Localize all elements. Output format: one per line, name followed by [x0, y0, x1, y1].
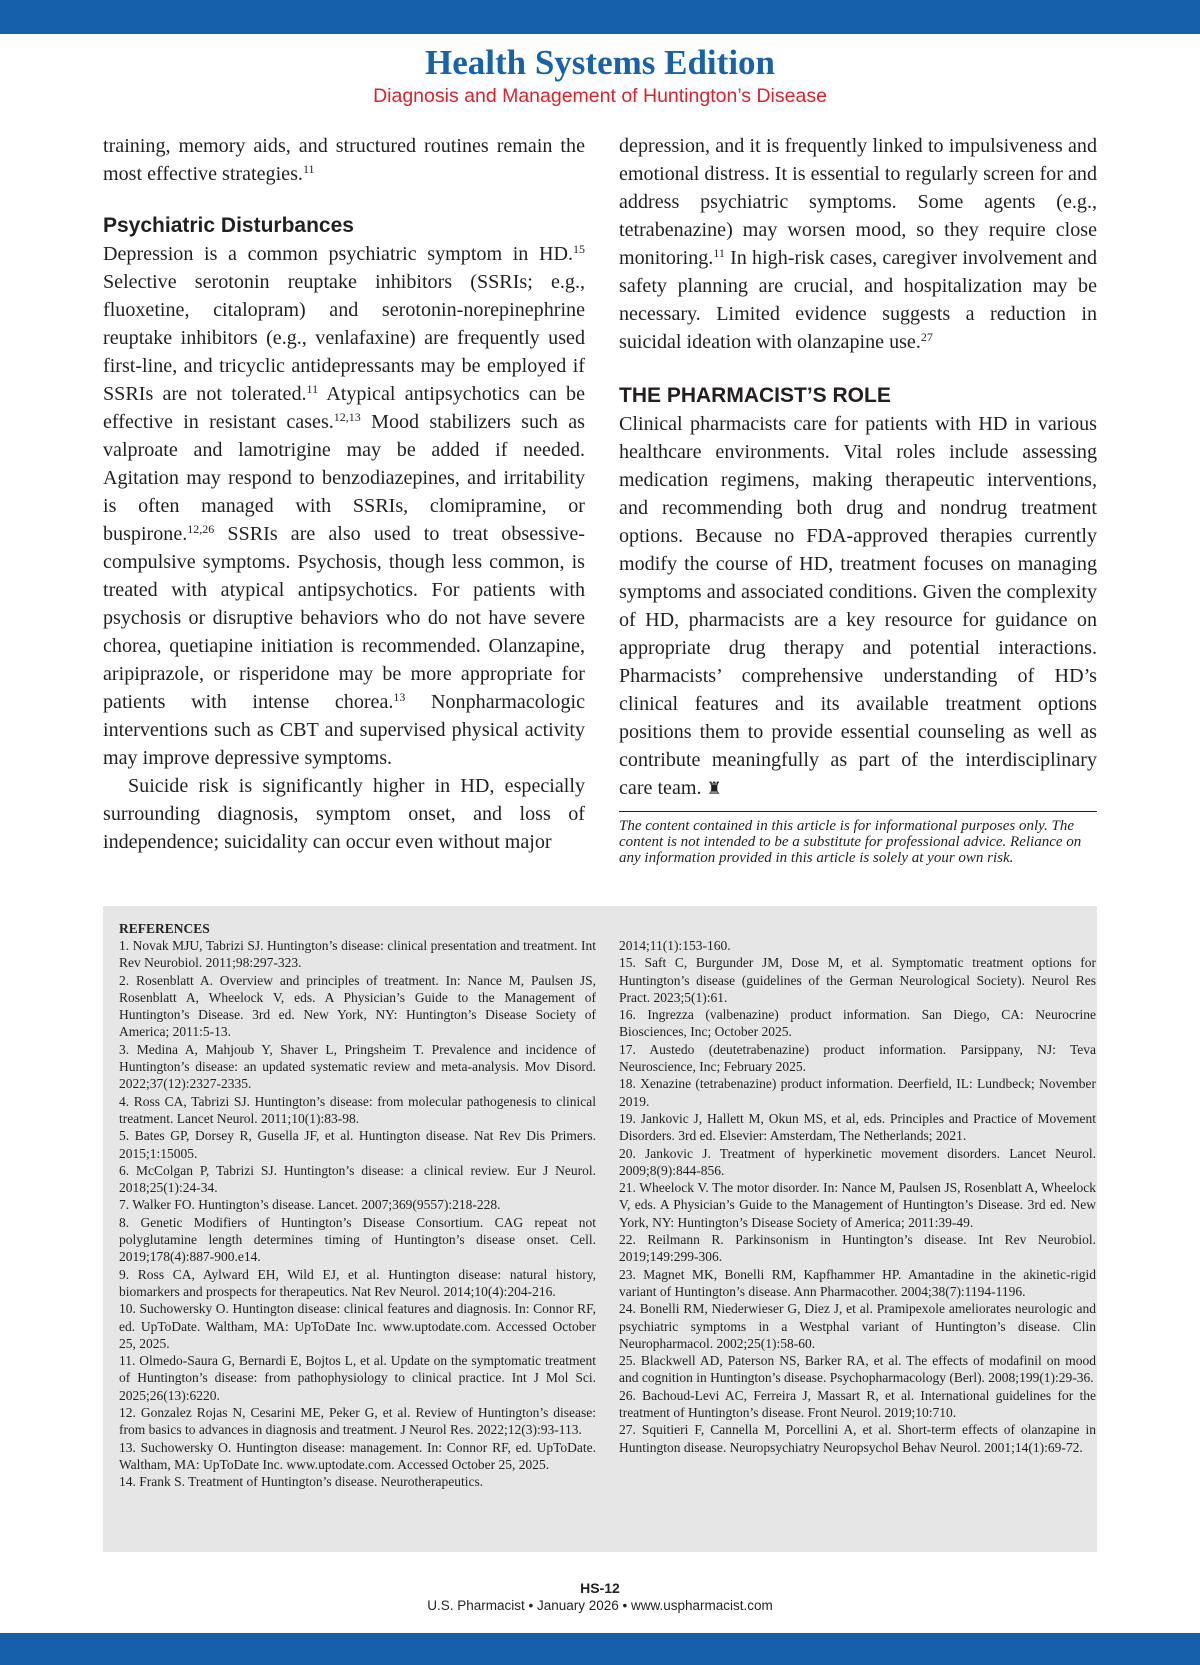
publication-line: U.S. Pharmacist • January 2026 • www.uspharmacist.com [427, 1598, 773, 1613]
reference-item: 21. Wheelock V. The motor disorder. In: Nance M, Paulsen JS, Rosenblatt A, Wheelock V, eds. A Physician’s Guide to the Management of Huntington’s Disease. 3rd ed. New York, NY: Huntington’s Disease Society of America; 2011:39-49. [619, 1180, 1096, 1230]
reference-item: 11. Olmedo-Saura G, Bernardi E, Bojtos L, et al. Update on the symptomatic treatment of Huntington’s disease: from pathophysiology to clinical practice. Int J Mol Sci. 2025;26(13):6220. [119, 1353, 596, 1403]
references-right-column [619, 937, 1096, 1456]
disclaimer: The content contained in this article is for informational purposes only. The content is not intended to be a substitute for professional advice. Reliance on any information provided in this article is solely at your own risk. [619, 811, 1097, 866]
right-column [619, 132, 1097, 881]
reference-item: 8. Genetic Modifiers of Huntington’s Disease Consortium. CAG repeat not polyglutamine length determines timing of Huntington’s disease onset. Cell. 2019;178(4):887-900.e14. [119, 1214, 596, 1265]
reference-item: 2. Rosenblatt A. Overview and principles of treatment. In: Nance M, Paulsen JS, Rosenblatt A, Wheelock V, eds. A Physician’s Guide to the Management of Huntington’s Disease. 3rd ed. New York, NY: Huntington’s Disease Society of America; 2011:5-13. [119, 972, 596, 1040]
text-run: depression, and it is frequently linked to impulsiveness and emotional distress. It is essential to regularly screen for and address psychiatric symptoms. Some agents (e.g., tetrabenazine) may worsen mood, so they require close monitoring. [619, 135, 1097, 269]
reference-item: 27. Squitieri F, Cannella M, Porcellini A, et al. Short-term effects of olanzapine in Huntington disease. Neuropsychiatry Neuropsychol Behav Neurol. 2001;14(1):69-72. [619, 1422, 1096, 1455]
text-run: Atypical antipsychotics can be effective in resistant cases. [103, 383, 586, 433]
left-column [103, 132, 585, 856]
article-subtitle: Diagnosis and Management of Huntington’s Disease [373, 85, 827, 107]
pharmacist-role-paragraph [619, 410, 1097, 803]
reference-item: 20. Jankovic J. Treatment of hyperkinetic movement disorders. Lancet Neurol. 2009;8(9):844-856. [619, 1145, 1096, 1178]
reference-item: 10. Suchowersky O. Huntington disease: clinical features and diagnosis. In: Connor RF, ed. UpToDate. Waltham, MA: UpToDate Inc. www.uptodate.com. Accessed October 25, 2025. [119, 1301, 596, 1351]
citation: 11 [713, 246, 725, 260]
references-left-column [119, 920, 596, 1491]
citation: 11 [306, 382, 319, 396]
citation: 11 [302, 162, 315, 176]
intro-paragraph [103, 132, 585, 188]
bottom-color-band [0, 1633, 1200, 1665]
reference-item: 26. Bachoud-Levi AC, Ferreira J, Massart R, et al. International guidelines for the treatment of Huntington’s disease. Front Neurol. 2019;10:710. [619, 1387, 1096, 1421]
reference-item: 24. Bonelli RM, Niederwieser G, Diez J, et al. Pramipexole ameliorates neurologic and psychiatric symptoms in a Westphal variant of Huntington’s disease. Clin Neuropharmacol. 2002;25(1):58-60. [619, 1301, 1096, 1351]
text-run: Mood stabilizers such as valproate and lamotrigine may be added if needed. Agitation may respond to benzodiazepines, and irritability is often managed with SSRIs, clomipramine, or buspirone. [103, 411, 585, 545]
reference-item: 7. Walker FO. Huntington’s disease. Lancet. 2007;369(9557):218-228. [119, 1197, 501, 1213]
reference-item: 17. Austedo (deutetrabenazine) product information. Parsippany, NJ: Teva Neuroscience, Inc; February 2025. [619, 1041, 1096, 1075]
reference-item: 2014;11(1):153-160. [619, 938, 731, 953]
reference-item: 19. Jankovic J, Hallett M, Okun MS, et al, eds. Principles and Practice of Movement Disorders. 3rd ed. Elsevier: Amsterdam, The Netherlands; 2021. [619, 1110, 1096, 1144]
citation: 12,26 [187, 522, 215, 536]
reference-item: 23. Magnet MK, Bonelli RM, Kapfhammer HP. Amantadine in the akinetic-rigid variant of Huntington’s disease. Ann Pharmacother. 2004;38(7):1194-1196. [619, 1266, 1096, 1299]
reference-item: 18. Xenazine (tetrabenazine) product information. Deerfield, IL: Lundbeck; November 2019. [619, 1076, 1096, 1109]
top-color-band [0, 0, 1200, 34]
text-run: In high-risk cases, caregiver involvement and safety planning are crucial, and hospitalization may be necessary. Limited evidence suggests a reduction in suicidal ideation with olanzapine use. [619, 247, 1097, 353]
reference-item: 6. McColgan P, Tabrizi SJ. Huntington’s disease: a clinical review. Eur J Neurol. 2018;25(1):24-34. [119, 1162, 596, 1196]
reference-item: 16. Ingrezza (valbenazine) product information. San Diego, CA: Neurocrine Biosciences, Inc; October 2025. [619, 1007, 1096, 1040]
reference-item: 25. Blackwell AD, Paterson NS, Barker RA, et al. The effects of modafinil on mood and cognition in Huntington’s disease. Psychopharmacology (Berl). 2008;199(1):29-36. [619, 1353, 1096, 1386]
text-run: SSRIs are also used to treat obsessive-compulsive symptoms. Psychosis, though less common, is treated with atypical antipsychotics. For patients with psychosis or disruptive behaviors who do not have severe chorea, quetiapine initiation is recommended. Olanzapine, aripiprazole, or risperidone may be more appropriate for patients with intense chorea. [103, 523, 585, 713]
end-mark-icon: ♜ [706, 779, 722, 798]
references-box [103, 906, 1097, 1552]
section-heading-psychiatric: Psychiatric Disturbances [103, 214, 354, 237]
edition-title: Health Systems Edition [424, 43, 776, 82]
reference-item: 22. Reilmann R. Parkinsonism in Huntington’s disease. Int Rev Neurobiol. 2019;149:299-306. [619, 1232, 1096, 1265]
reference-item: 9. Ross CA, Aylward EH, Wild EJ, et al. Huntington disease: natural history, biomarkers and prospects for therapeutics. Nat Rev Neurol. 2014;10(4):204-216. [119, 1266, 596, 1299]
page-footer [0, 1579, 1200, 1615]
text-run: Nonpharmacologic interventions such as CBT and supervised physical activity may improve depressive symptoms. [103, 691, 585, 769]
suicide-risk-paragraph: Suicide risk is significantly higher in HD, especially surrounding diagnosis, symptom onset, and loss of independence; suicidality can occur even without major [103, 775, 585, 853]
reference-item: 4. Ross CA, Tabrizi SJ. Huntington’s disease: from molecular pathogenesis to clinical treatment. Lancet Neurol. 2011;10(1):83-98. [119, 1093, 596, 1126]
reference-item: 5. Bates GP, Dorsey R, Gusella JF, et al. Huntington disease. Nat Rev Dis Primers. 2015;1:15005. [119, 1128, 596, 1161]
citation: 15 [573, 242, 585, 256]
page-number: HS-12 [580, 1580, 620, 1596]
citation: 13 [393, 690, 406, 704]
continued-paragraph [619, 132, 1097, 356]
reference-item: 3. Medina A, Mahjoub Y, Shaver L, Pringsheim T. Prevalence and incidence of Huntington’s disease: an updated systematic review and meta-analysis. Mov Disord. 2022;37(12):2327-2335. [119, 1041, 596, 1092]
masthead [0, 42, 1200, 108]
citation: 27 [920, 330, 933, 344]
text-run: Selective serotonin reuptake inhibitors (SSRIs; e.g., fluoxetine, citalopram) and serotonin-norepinephrine reuptake inhibitors (e.g., venlafaxine) are frequently used first-line, and tricyclic antidepressants may be employed if SSRIs are not tolerated. [103, 271, 585, 405]
reference-item: 14. Frank S. Treatment of Huntington’s disease. Neurotherapeutics. [119, 1474, 484, 1490]
text-run: Clinical pharmacists care for patients with HD in various healthcare environments. Vital roles include assessing medication regimens, making therapeutic interventions, and recommending both drug and nondrug treatment options. Because no FDA-approved therapies currently modify the course of HD, treatment focuses on managing symptoms and associated conditions. Given the complexity of HD, pharmacists are a key resource for guidance on appropriate drug therapy and potential interactions. Pharmacists’ comprehensive understanding of HD’s clinical features and its available treatment options positions them to provide essential counseling as well as contribute meaningfully as part of the interdisciplinary care team. [619, 413, 1097, 799]
text-run: Depression is a common psychiatric symptom in HD. [103, 243, 573, 265]
references-title: REFERENCES [119, 921, 210, 936]
reference-item: 12. Gonzalez Rojas N, Cesarini ME, Peker G, et al. Review of Huntington’s disease: from basics to advances in diagnosis and treatment. J Neurol Res. 2022;12(3):93-113. [119, 1405, 596, 1438]
intro-text: training, memory aids, and structured routines remain the most effective strategies. [103, 135, 585, 185]
reference-item: 1. Novak MJU, Tabrizi SJ. Huntington’s disease: clinical presentation and treatment. Int Rev Neurobiol. 2011;98:297-323. [119, 938, 596, 971]
citation: 12,13 [333, 410, 361, 424]
section-heading-pharmacist-role: THE PHARMACIST’S ROLE [619, 384, 891, 407]
reference-item: 13. Suchowersky O. Huntington disease: management. In: Connor RF, ed. UpToDate. Waltham, MA: UpToDate Inc. www.uptodate.com. Accessed October 25, 2025. [119, 1439, 596, 1472]
psychiatric-paragraph [103, 240, 585, 772]
reference-item: 15. Saft C, Burgunder JM, Dose M, et al. Symptomatic treatment options for Huntington’s disease (guidelines of the German Neurological Society). Neurol Res Pract. 2023;5(1):61. [619, 955, 1096, 1005]
